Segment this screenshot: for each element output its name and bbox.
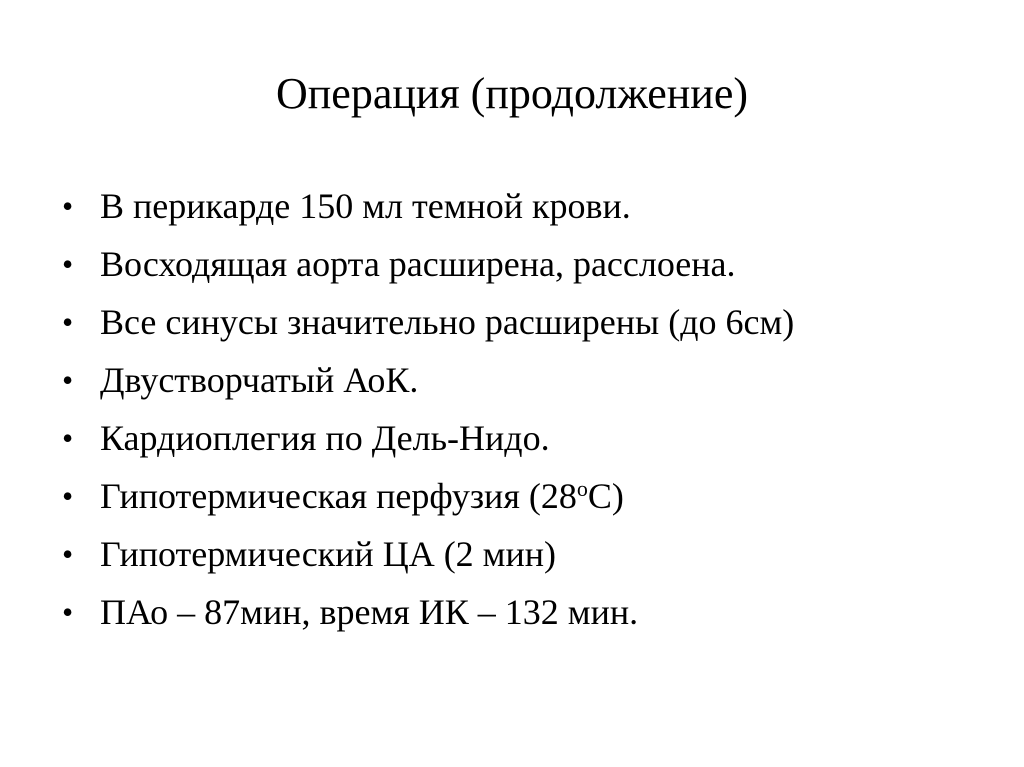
list-item-text: В перикарде 150 мл темной крови. — [100, 186, 631, 226]
bullet-icon: • — [62, 536, 74, 572]
bullet-icon: • — [62, 594, 74, 630]
bullet-icon: • — [62, 420, 74, 456]
list-item-text: Все синусы значительно расширены (до 6см) — [100, 302, 795, 342]
list-item — [60, 300, 960, 344]
list-item — [60, 358, 960, 402]
perfusion-text-after: С) — [587, 476, 624, 516]
list-item-text: ПАо – 87мин, время ИК – 132 мин. — [100, 592, 639, 632]
slide-title: Операция (продолжение) — [275, 69, 749, 118]
bullet-icon: • — [62, 478, 74, 514]
list-item — [60, 416, 960, 460]
bullet-icon: • — [62, 246, 74, 282]
list-item-text: Кардиоплегия по Дель-Нидо. — [100, 418, 550, 458]
list-item — [60, 242, 960, 286]
list-item-text: Двустворчатый АоК. — [100, 360, 419, 400]
bullet-icon: • — [62, 362, 74, 398]
bullet-icon: • — [62, 304, 74, 340]
list-item — [60, 532, 960, 576]
list-item-text: Восходящая аорта расширена, расслоена. — [100, 244, 736, 284]
degree-superscript: о — [576, 476, 588, 501]
bullet-list — [60, 184, 960, 648]
list-item-text — [100, 474, 960, 518]
list-item-text: Гипотермический ЦА (2 мин) — [100, 534, 556, 574]
list-item — [60, 474, 960, 518]
list-item — [60, 590, 960, 634]
list-item — [60, 184, 960, 228]
bullet-icon: • — [62, 188, 74, 224]
perfusion-text-before: Гипотермическая перфузия (28 — [100, 476, 577, 516]
